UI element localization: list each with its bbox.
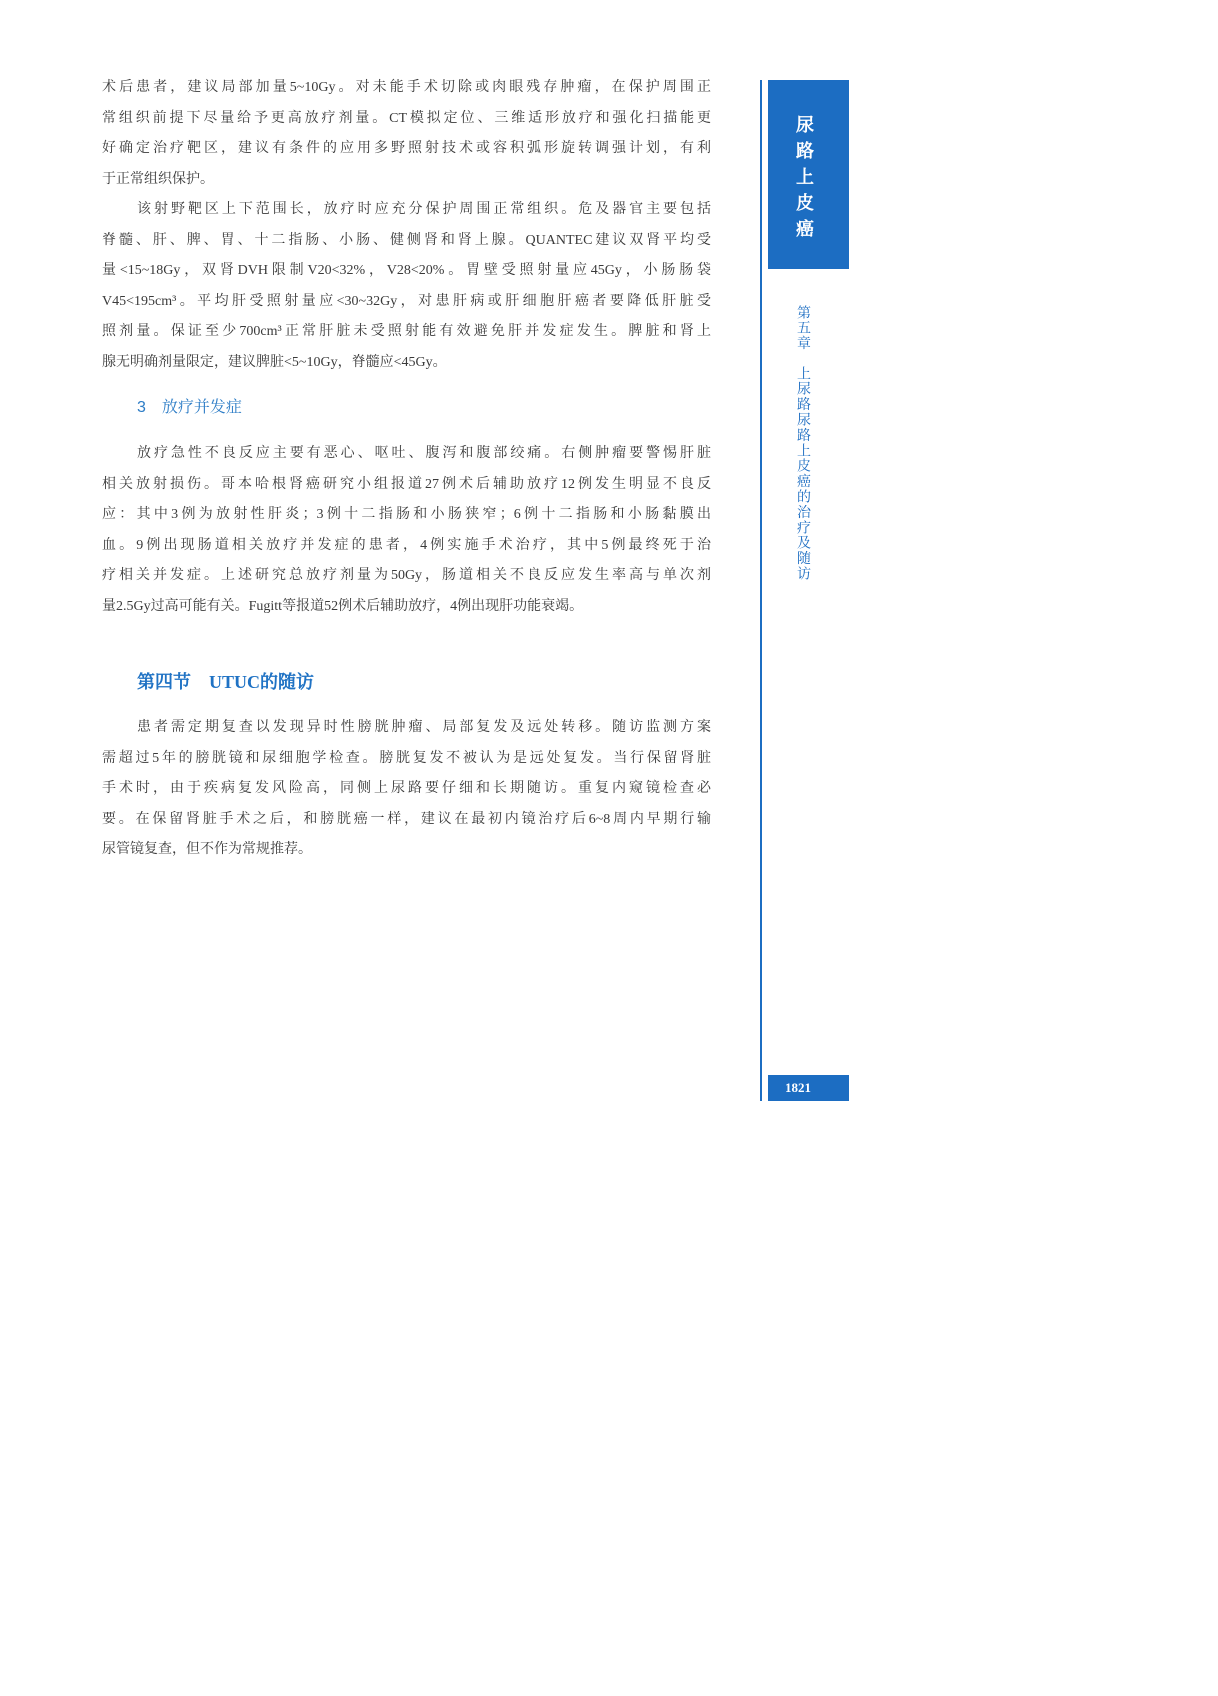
text-line: 疗相关并发症。上述研究总放疗剂量为50Gy，肠道相关不良反应发生率高与单次剂 [102,568,711,583]
text-line: 需超过5年的膀胱镜和尿细胞学检查。膀胱复发不被认为是远处复发。当行保留肾脏 [102,750,711,766]
text-line: 患者需定期复查以发现异时性膀胱肿瘤、局部复发及远处转移。随访监测方案 [137,720,711,735]
sidebar-divider [760,80,762,1101]
chapter-number: 第五章 [795,305,811,352]
section-title: UTUC的随访 [209,672,315,692]
page-number: 1821 [785,1080,811,1095]
text-line: 常组织前提下尽量给予更高放疗剂量。CT模拟定位、三维适形放疗和强化扫描能更 [102,110,711,126]
text-line: 手术时，由于疾病复发风险高，同侧上尿路要仔细和长期随访。重复内窥镜检查必 [102,781,711,796]
body-text-block-2 [102,439,711,622]
page-number-box [768,1075,849,1101]
text-line: 术后患者，建议局部加量5~10Gy。对未能手术切除或肉眼残存肿瘤，在保护周围正 [102,80,711,95]
text-line: 量2.5Gy过高可能有关。Fugitt等报道52例术后辅助放疗，4例出现肝功能衰竭。 [102,598,584,614]
chapter-title: 上尿路尿路上皮癌的治疗及随访 [795,366,811,582]
text-line: 该射野靶区上下范围长，放疗时应充分保护周围正常组织。危及器官主要包括 [137,202,711,217]
text-line: 腺无明确剂量限定，建议脾脏<5~10Gy，脊髓应<45Gy。 [102,354,447,370]
text-line: 血。9例出现肠道相关放疗并发症的患者，4例实施手术治疗，其中5例最终死于治 [102,537,711,553]
text-line: 于正常组织保护。 [102,171,214,187]
section-heading [137,667,314,697]
section-label: 第四节 [137,672,191,692]
text-line: 要。在保留肾脏手术之后，和膀胱癌一样，建议在最初内镜治疗后6~8周内早期行输 [102,811,711,827]
text-line: 量<15~18Gy，双肾DVH限制V20<32%，V28<20%。胃壁受照射量应45Gy，小肠肠袋 [102,263,711,278]
subheading [137,393,242,423]
text-line: V45<195cm³。平均肝受照射量应<30~32Gy，对患肝病或肝细胞肝癌者要降低肝脏受 [102,293,711,309]
text-line: 放疗急性不良反应主要有恶心、呕吐、腹泻和腹部绞痛。右侧肿瘤要警惕肝脏 [137,446,711,461]
subheading-number: 3 [137,399,146,416]
text-line: 脊髓、肝、脾、胃、十二指肠、小肠、健侧肾和肾上腺。QUANTEC建议双肾平均受 [102,232,711,248]
chapter-tab-label: 尿路上皮癌 [793,115,814,245]
text-line: 好确定治疗靶区，建议有条件的应用多野照射技术或容积弧形旋转调强计划，有利 [102,141,711,156]
text-line: 照剂量。保证至少700cm³正常肝脏未受照射能有效避免肝并发症发生。脾脏和肾上 [102,324,711,339]
text-line: 尿管镜复查，但不作为常规推荐。 [102,842,312,857]
subheading-title: 放疗并发症 [161,399,242,416]
text-line: 相关放射损伤。哥本哈根肾癌研究小组报道27例术后辅助放疗12例发生明显不良反 [102,476,711,492]
body-text-block-3 [102,713,711,866]
body-text-block-1 [102,73,711,378]
text-line: 应：其中3例为放射性肝炎；3例十二指肠和小肠狭窄；6例十二指肠和小肠黏膜出 [102,507,711,522]
chapter-tab [768,80,849,269]
